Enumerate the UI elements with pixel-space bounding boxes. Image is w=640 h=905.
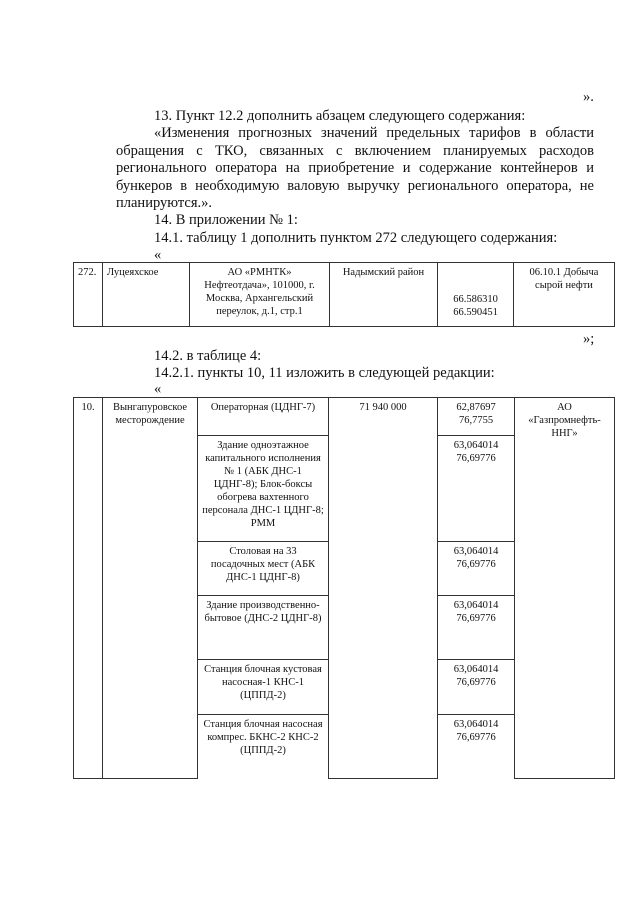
item-14-2-heading: 14.2. в таблице 4: <box>154 348 262 364</box>
table-4-items <box>73 397 615 779</box>
table-row <box>74 398 615 436</box>
activity-code: 06.10.1 Добыча сырой нефти <box>514 263 615 327</box>
object-name: Столовая на 33 посадочных мест (АБК ДНС-1 ЦДНГ-8) <box>198 542 329 596</box>
paragraph-line: «Изменения прогнозных значений предельных тарифов в области <box>154 125 594 141</box>
coordinates: 66.586310 66.590451 <box>438 263 514 327</box>
opening-quote-mark-2: « <box>154 381 162 397</box>
item-13-quote-paragraph <box>116 125 594 213</box>
object-name: Станция блочная кустовая насосная-1 КНС-1 (ЦППД-2) <box>198 660 329 715</box>
opening-quote-mark: « <box>154 247 162 263</box>
paragraph-line: планируются.». <box>116 195 213 211</box>
row-number: 272. <box>74 263 103 327</box>
coordinates: 63,064014 76,69776 <box>438 542 515 596</box>
row-number: 10. <box>74 398 103 779</box>
item-14-2-1-text: 14.2.1. пункты 10, 11 изложить в следующей редакции: <box>154 365 495 381</box>
table-1-closing-quote: »; <box>583 331 595 347</box>
coordinates: 63,064014 76,69776 <box>438 596 515 660</box>
paragraph-line: обращения с ТКО, связанных с включением планируемых расходов <box>116 142 594 159</box>
item-13-heading: 13. Пункт 12.2 дополнить абзацем следующего содержания: <box>154 108 526 124</box>
company-name: АО «Газпромнефть- ННГ» <box>515 398 615 779</box>
object-name: Операторная (ЦДНГ-7) <box>198 398 329 436</box>
coordinates: 63,064014 76,69776 <box>438 436 515 542</box>
object-name: Станция блочная насосная компрес. БКНС-2 КНС-2 (ЦППД-2) <box>198 715 329 779</box>
closing-quote-mark: ». <box>583 89 594 105</box>
item-14-1-text: 14.1. таблицу 1 дополнить пунктом 272 следующего содержания: <box>154 230 558 246</box>
paragraph-line: бункеров в необходимую валовую выручку регионального оператора, не <box>116 177 594 194</box>
coordinates: 63,064014 76,69776 <box>438 660 515 715</box>
field-name: Вынгапуровское месторождение <box>103 398 198 779</box>
object-name: Здание производственно-бытовое (ДНС-2 ЦДНГ-8) <box>198 596 329 660</box>
table-row <box>74 263 615 327</box>
operator-address: АО «РМНТК» Нефтеотдача», 101000, г. Москва, Архангельский переулок, д.1, стр.1 <box>190 263 330 327</box>
district: Надымский район <box>330 263 438 327</box>
table-1-addition <box>73 262 615 327</box>
object-name: Здание одноэтажное капитального исполнения № 1 (АБК ДНС-1 ЦДНГ-8); Блок-боксы обогрева вахтенного персонала ДНС-1 ЦДНГ-8; РММ <box>198 436 329 542</box>
item-14-heading: 14. В приложении № 1: <box>154 212 298 228</box>
coordinates: 62,87697 76,7755 <box>438 398 515 436</box>
paragraph-line: регионального оператора на приобретение и содержание контейнеров и <box>116 160 594 176</box>
value-cell: 71 940 000 <box>329 398 438 779</box>
field-name: Луцеяхское <box>103 263 190 327</box>
coordinates: 63,064014 76,69776 <box>438 715 515 779</box>
